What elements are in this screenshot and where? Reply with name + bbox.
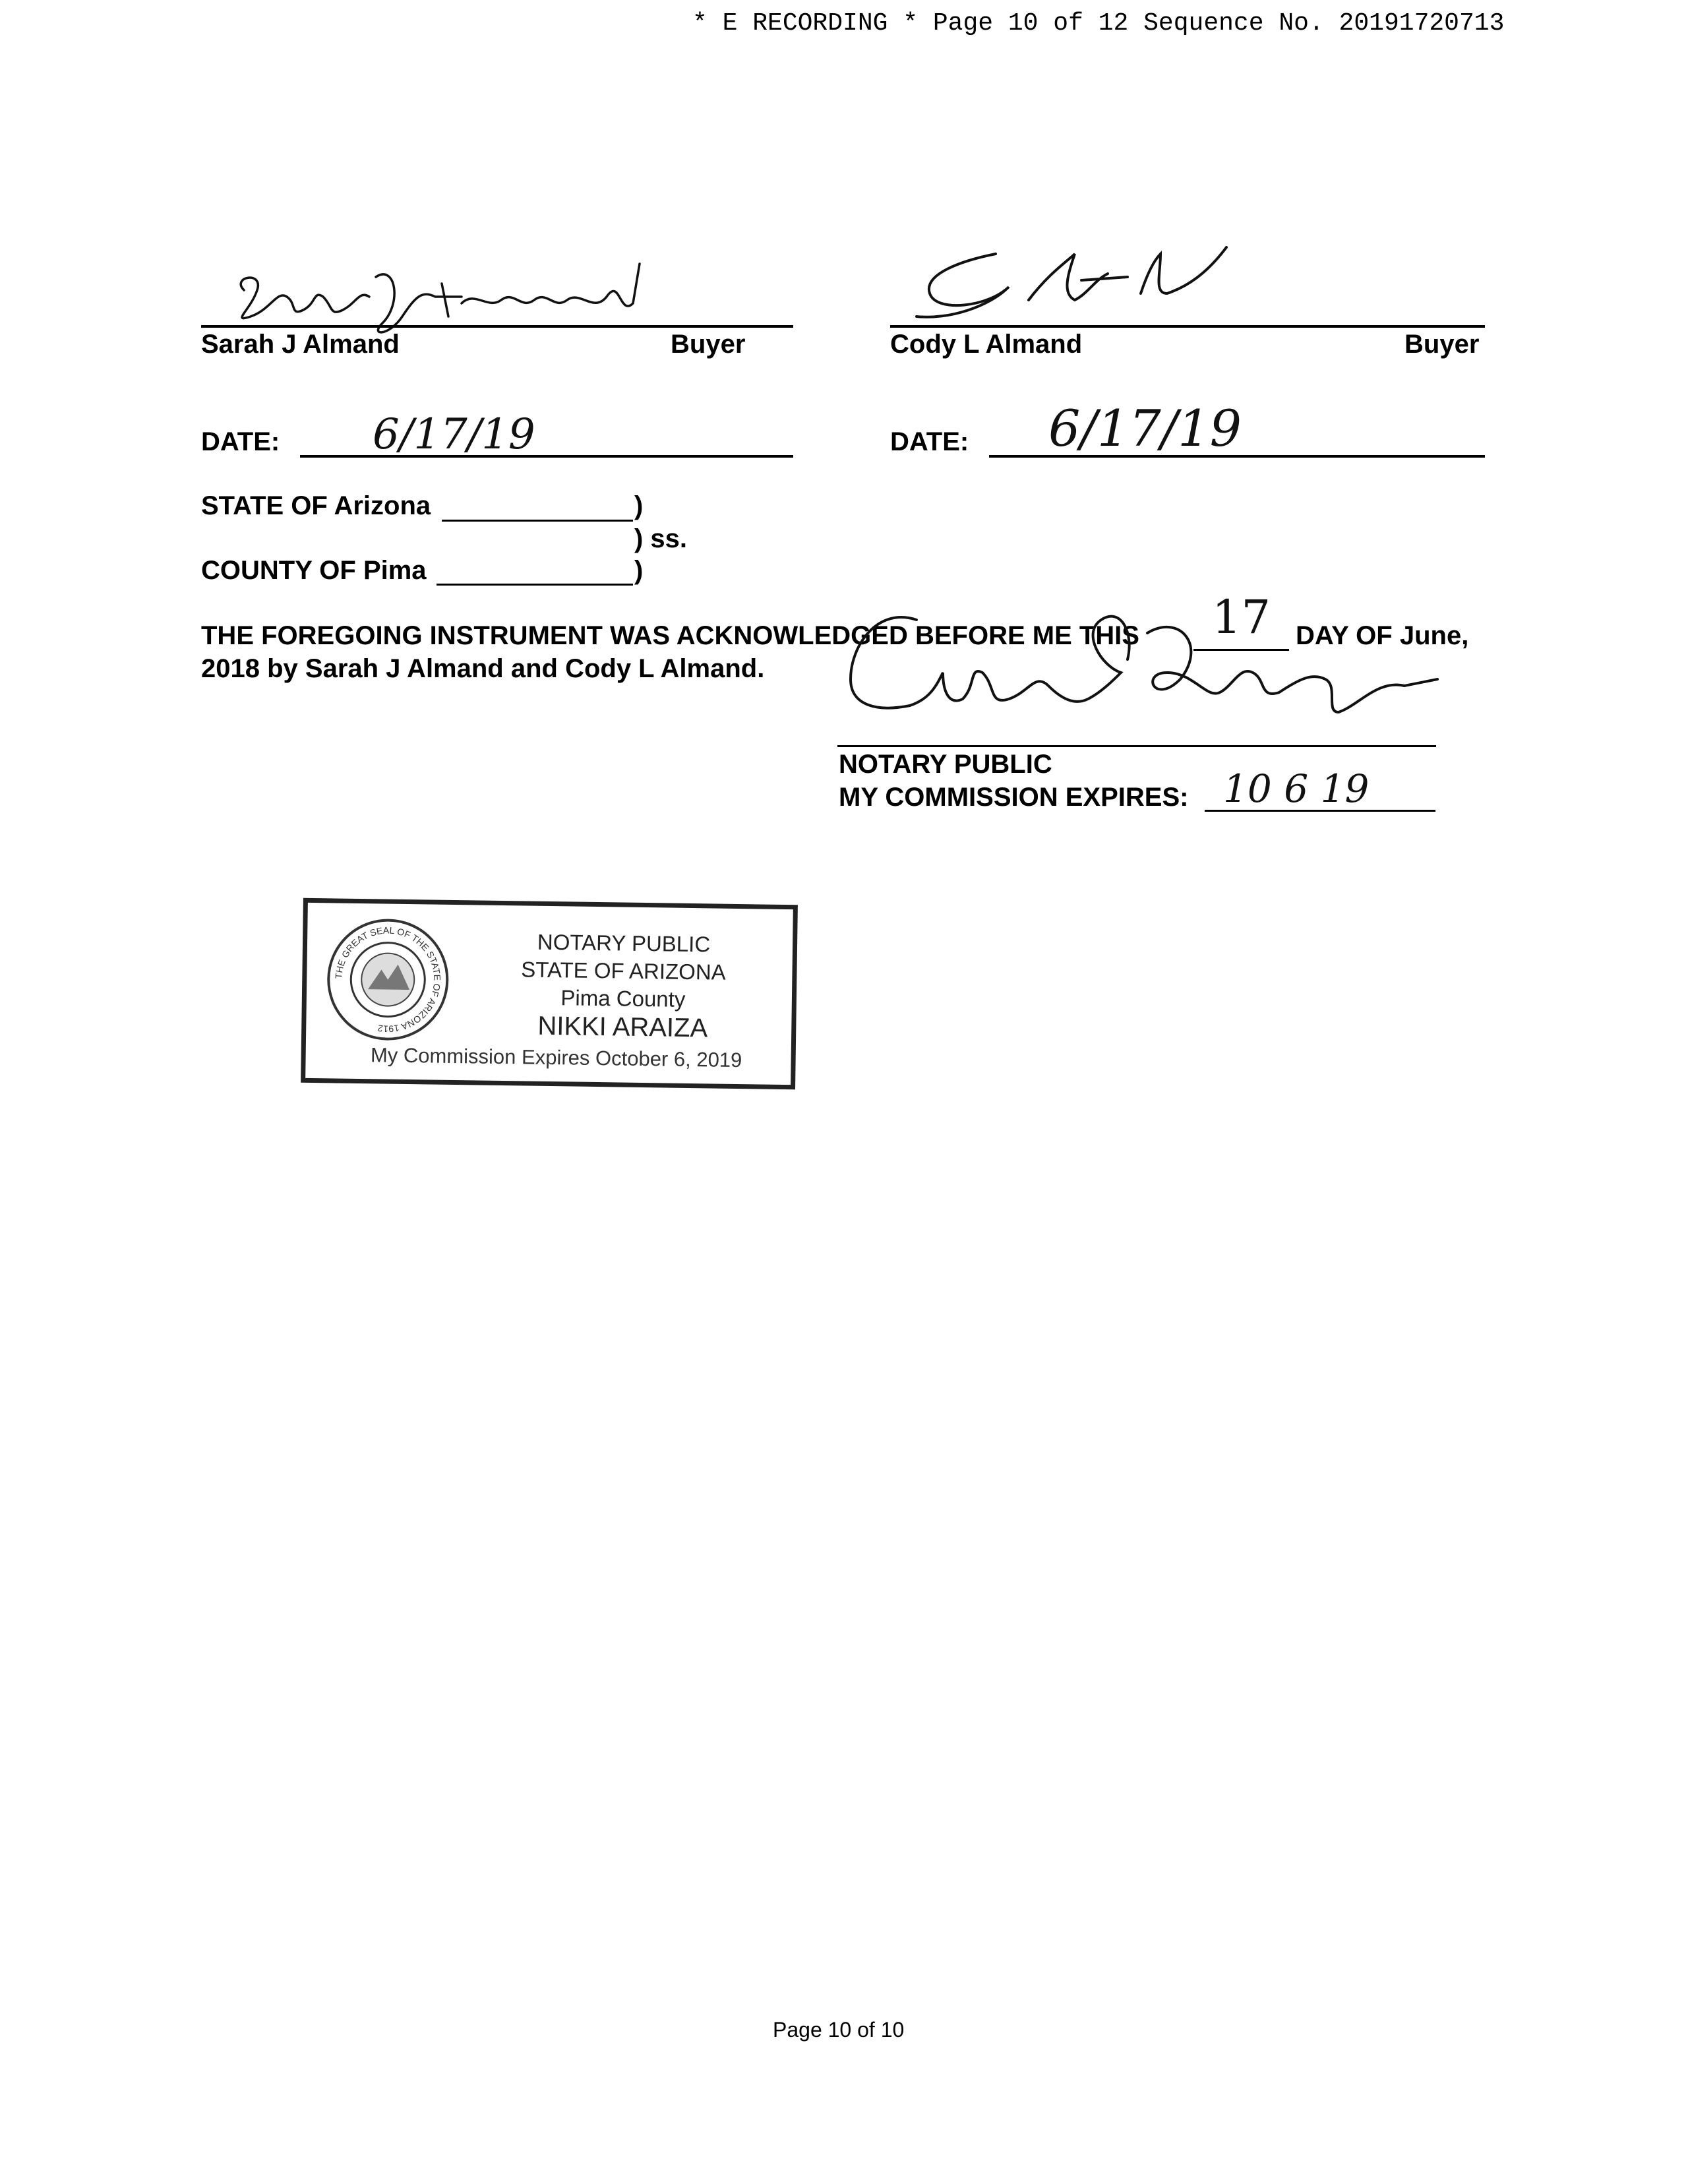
state-label: STATE OF Arizona: [201, 491, 431, 520]
recording-header: * E RECORDING * Page 10 of 12 Sequence No. 20191720713: [692, 9, 1505, 38]
stamp-line3: Pima County: [560, 985, 686, 1012]
date-label-left: DATE:: [201, 427, 280, 456]
signature-cody: [910, 234, 1279, 333]
ack-day-value: 17: [1212, 590, 1271, 644]
seal-text: THE GREAT SEAL OF THE STATE OF ARIZONA 1912: [333, 925, 443, 1035]
county-label: COUNTY OF Pima: [201, 556, 427, 585]
notary-signature-line: [837, 745, 1436, 747]
commission-label: MY COMMISSION EXPIRES:: [839, 783, 1189, 812]
stamp-line4: NIKKI ARAIZA: [537, 1011, 708, 1043]
state-seal-icon: [324, 916, 452, 1043]
ack-month: DAY OF June,: [1296, 621, 1469, 650]
state-line: [442, 520, 633, 522]
printed-name-left: Sarah J Almand: [201, 330, 400, 359]
county-line: [437, 584, 633, 586]
date-value-right: 6/17/19: [1048, 399, 1242, 458]
role-left: Buyer: [671, 330, 746, 359]
notary-stamp: [301, 898, 798, 1089]
signature-line-right: [890, 325, 1485, 328]
county-paren: ): [634, 556, 644, 585]
date-label-right: DATE:: [890, 427, 969, 456]
stamp-line2: STATE OF ARIZONA: [521, 957, 726, 985]
signature-notary: [837, 593, 1470, 752]
ack-line2: 2018 by Sarah J Almand and Cody L Almand.: [201, 654, 765, 683]
notary-title: NOTARY PUBLIC: [839, 750, 1052, 779]
commission-value: 10 6 19: [1223, 766, 1370, 811]
ss-label: ) ss.: [634, 524, 688, 553]
date-value-left: 6/17/19: [373, 410, 535, 459]
ack-line1: THE FOREGOING INSTRUMENT WAS ACKNOWLEDGED BEFORE ME THIS: [201, 621, 1139, 650]
state-paren: ): [634, 491, 644, 520]
stamp-line5: My Commission Expires October 6, 2019: [370, 1043, 742, 1072]
stamp-line1: NOTARY PUBLIC: [537, 929, 711, 957]
page-number: Page 10 of 10: [773, 2018, 905, 2042]
signature-line-left: [201, 325, 793, 328]
role-right: Buyer: [1404, 330, 1480, 359]
printed-name-right: Cody L Almand: [890, 330, 1083, 359]
